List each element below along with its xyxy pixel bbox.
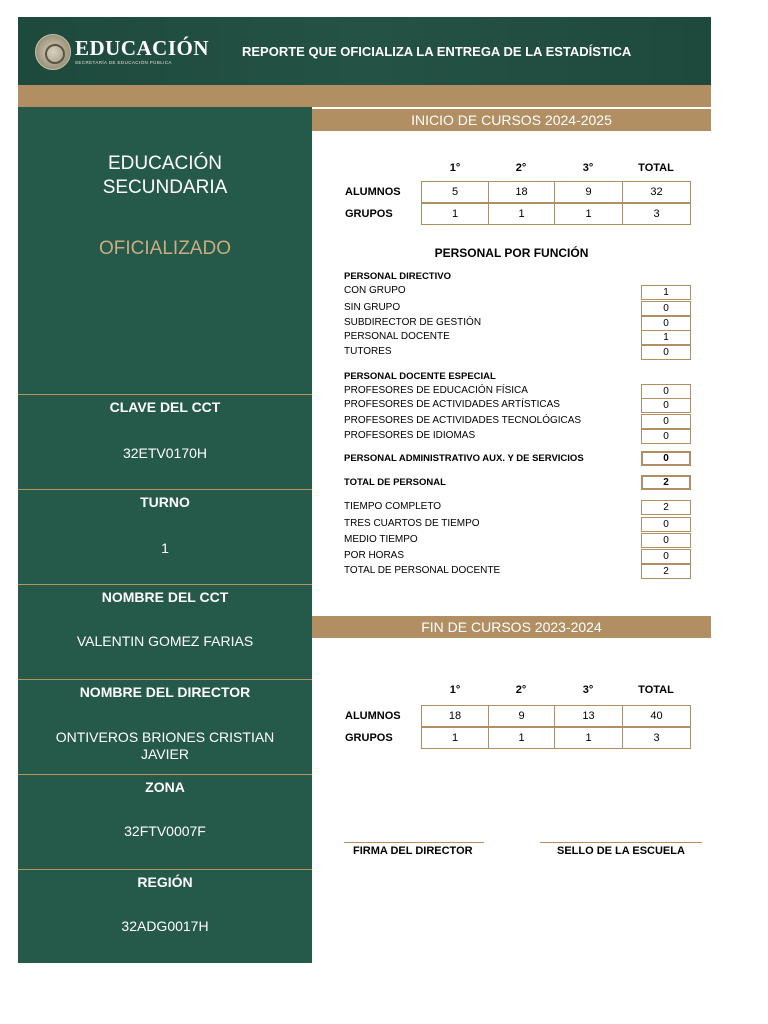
education-level: [18, 152, 312, 200]
inicio-alumnos-total: 32: [622, 181, 691, 203]
directivo-value: 1: [641, 285, 691, 300]
admin-label: PERSONAL ADMINISTRATIVO AUX. Y DE SERVICIOS: [344, 453, 584, 464]
tiempo-label: TRES CUARTOS DE TIEMPO: [344, 518, 480, 529]
inicio-header-3: 3°: [582, 162, 594, 174]
section-label: NOMBRE DEL CCT: [101, 589, 229, 605]
personal-por-funcion-title: PERSONAL POR FUNCIÓN: [434, 246, 589, 260]
especial-label: PROFESORES DE IDIOMAS: [344, 430, 476, 441]
directivo-label: CON GRUPO: [344, 285, 406, 296]
section-region: [18, 869, 312, 964]
inicio-alumnos-2: 18: [488, 181, 555, 203]
fin-header-3: 3°: [582, 684, 594, 696]
especial-label: PROFESORES DE EDUCACIÓN FÍSICA: [344, 385, 528, 396]
especial-value: 0: [641, 414, 691, 429]
section-value: 32FTV0007F: [124, 823, 206, 839]
fin-alumnos-2: 9: [488, 705, 555, 727]
fin-grupos-2: 1: [488, 727, 555, 749]
admin-value: 0: [641, 451, 691, 466]
especial-value: 0: [641, 429, 691, 444]
fin-row-alumnos-label: ALUMNOS: [345, 710, 401, 722]
especial-title: PERSONAL DOCENTE ESPECIAL: [344, 371, 496, 382]
director-signature-line: [344, 842, 484, 843]
fin-grupos-total: 3: [622, 727, 691, 749]
inicio-grupos-3: 1: [554, 203, 623, 225]
section-clave-cct: [18, 394, 312, 489]
inicio-grupos-2: 1: [488, 203, 555, 225]
directivo-label: SIN GRUPO: [344, 302, 401, 313]
fin-alumnos-3: 13: [554, 705, 623, 727]
inicio-grupos-total: 3: [622, 203, 691, 225]
fin-row-grupos-label: GRUPOS: [345, 732, 393, 744]
tiempo-value: 2: [641, 564, 691, 579]
national-emblem-icon: [35, 34, 71, 70]
director-signature-label: FIRMA DEL DIRECTOR: [353, 845, 473, 857]
directivo-value: 0: [641, 301, 691, 316]
school-seal-line: [540, 842, 702, 843]
inicio-header-1: 1°: [449, 162, 461, 174]
tiempo-label: TIEMPO COMPLETO: [344, 501, 442, 512]
directivo-value: 0: [641, 345, 691, 360]
tiempo-label: POR HORAS: [344, 550, 405, 561]
directivo-value: 0: [641, 316, 691, 331]
fin-cursos-title: FIN DE CURSOS 2023-2024: [312, 616, 711, 638]
education-level-line2: SECUNDARIA: [102, 177, 228, 198]
inicio-alumnos-3: 9: [554, 181, 623, 203]
education-level-line1: EDUCACIÓN: [107, 153, 222, 174]
school-info-sidebar: [18, 107, 312, 963]
fin-alumnos-total: 40: [622, 705, 691, 727]
section-label: CLAVE DEL CCT: [109, 399, 221, 415]
tiempo-value: 0: [641, 533, 691, 548]
fin-header-total: TOTAL: [638, 684, 674, 696]
fin-alumnos-1: 18: [421, 705, 489, 727]
especial-value: 0: [641, 398, 691, 413]
fin-header-1: 1°: [449, 684, 461, 696]
directivo-label: SUBDIRECTOR DE GESTIÓN: [344, 317, 482, 328]
section-value: 1: [161, 540, 169, 556]
inicio-grupos-1: 1: [421, 203, 489, 225]
especial-label: PROFESORES DE ACTIVIDADES ARTÍSTICAS: [344, 399, 560, 410]
section-value: VALENTIN GOMEZ FARIAS: [76, 633, 254, 649]
header-banner: [18, 17, 711, 85]
inicio-header-2: 2°: [515, 162, 527, 174]
fin-grupos-1: 1: [421, 727, 489, 749]
section-nombre-director: [18, 679, 312, 774]
tiempo-value: 0: [641, 549, 691, 564]
brand-subtitle: SECRETARÍA DE EDUCACIÓN PÚBLICA: [75, 60, 172, 65]
tiempo-value: 0: [641, 517, 691, 532]
directivo-value: 1: [641, 330, 691, 345]
brand-name: EDUCACIÓN: [75, 36, 210, 60]
total-personal-value: 2: [641, 475, 691, 490]
especial-value: 0: [641, 384, 691, 399]
section-value: ONTIVEROS BRIONES CRISTIAN JAVIER: [55, 729, 275, 762]
section-value: 32ETV0170H: [122, 445, 208, 461]
tiempo-label: TOTAL DE PERSONAL DOCENTE: [344, 565, 501, 576]
directivo-label: TUTORES: [344, 346, 392, 357]
total-personal-label: TOTAL DE PERSONAL: [344, 477, 446, 488]
fin-header-2: 2°: [515, 684, 527, 696]
report-title: REPORTE QUE OFICIALIZA LA ENTREGA DE LA ESTADÍSTICA: [242, 44, 632, 59]
inicio-alumnos-1: 5: [421, 181, 489, 203]
section-value: 32ADG0017H: [121, 918, 209, 934]
status-label: OFICIALIZADO: [99, 238, 231, 259]
section-label: ZONA: [145, 779, 185, 795]
inicio-row-grupos-label: GRUPOS: [345, 208, 393, 220]
section-label: NOMBRE DEL DIRECTOR: [79, 684, 251, 700]
section-label: REGIÓN: [137, 874, 193, 890]
inicio-cursos-title: INICIO DE CURSOS 2024-2025: [312, 109, 711, 131]
school-seal-label: SELLO DE LA ESCUELA: [557, 845, 685, 857]
tiempo-value: 2: [641, 500, 691, 515]
inicio-row-alumnos-label: ALUMNOS: [345, 186, 401, 198]
especial-label: PROFESORES DE ACTIVIDADES TECNOLÓGICAS: [344, 415, 582, 426]
directivo-title: PERSONAL DIRECTIVO: [344, 271, 451, 282]
section-turno: [18, 489, 312, 584]
directivo-label: PERSONAL DOCENTE: [344, 331, 450, 342]
tiempo-label: MEDIO TIEMPO: [344, 534, 418, 545]
fin-grupos-3: 1: [554, 727, 623, 749]
section-zona: [18, 774, 312, 869]
header-divider-bar: [18, 85, 711, 107]
section-nombre-cct: [18, 584, 312, 679]
inicio-header-total: TOTAL: [638, 162, 674, 174]
section-label: TURNO: [140, 494, 190, 510]
